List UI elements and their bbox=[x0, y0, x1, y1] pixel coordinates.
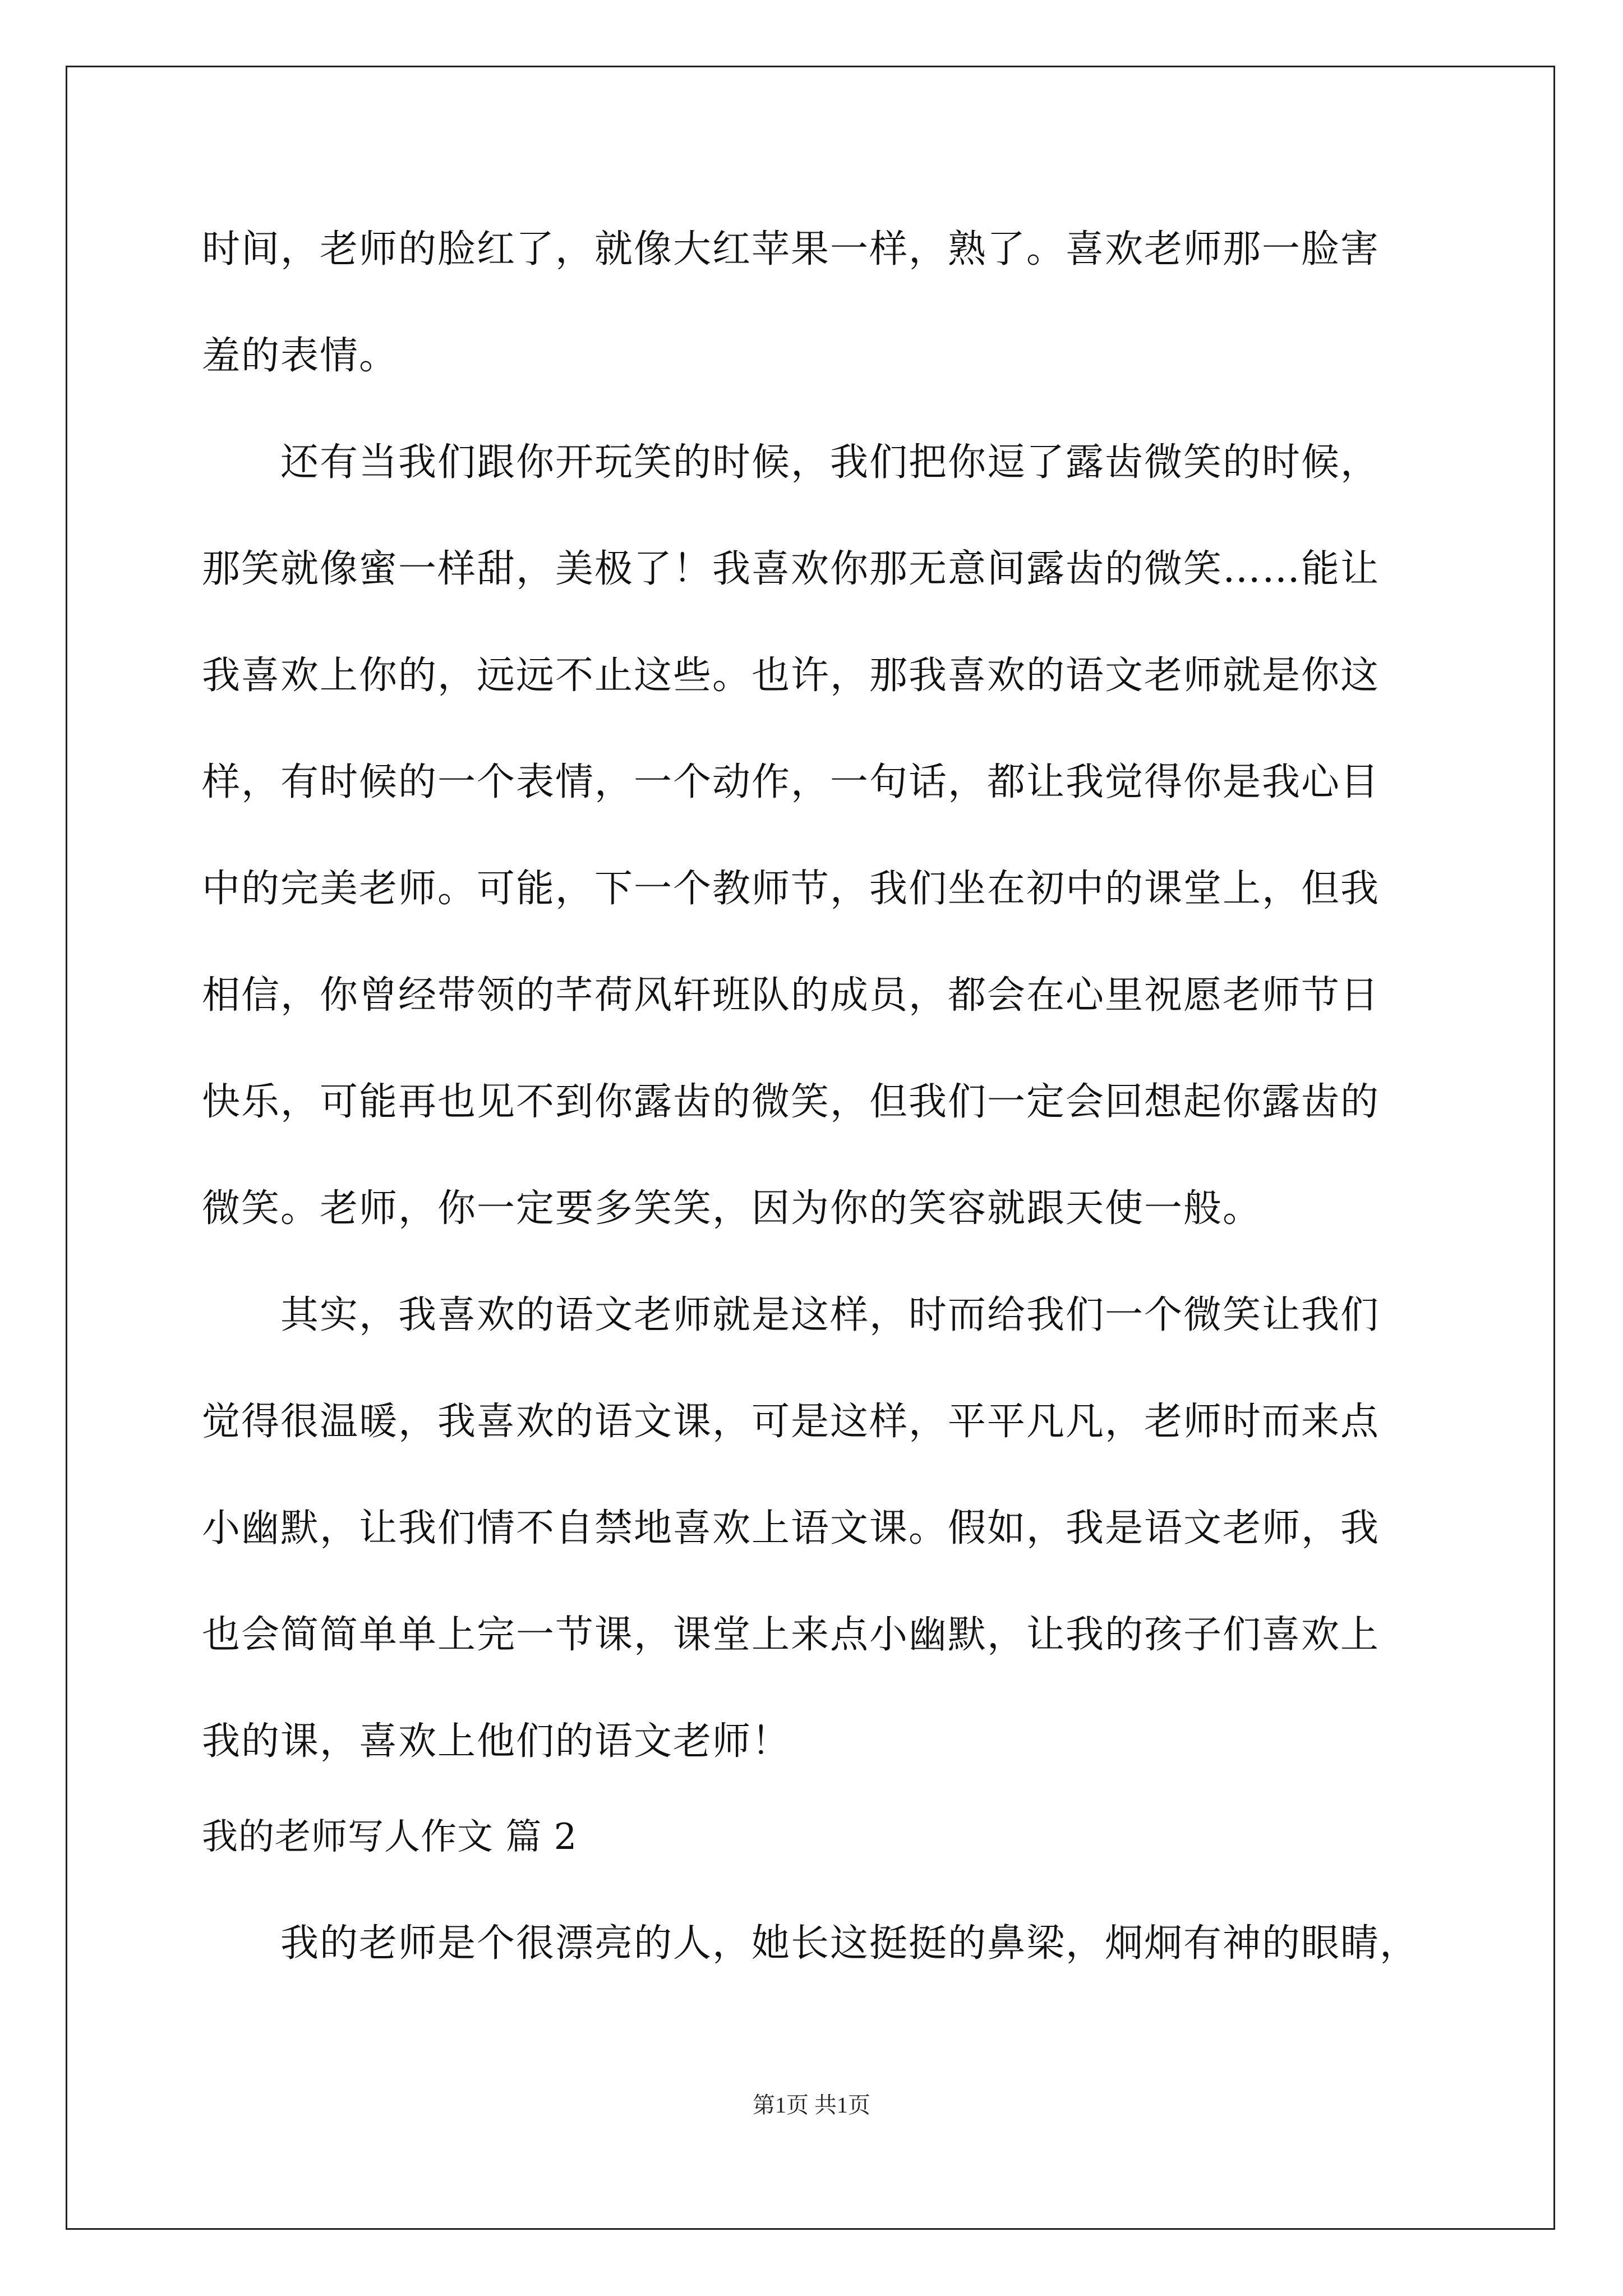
text-line: 快乐，可能再也见不到你露齿的微笑，但我们一定会回想起你露齿的 bbox=[202, 1080, 1380, 1124]
text-line: 那笑就像蜜一样甜，美极了！我喜欢你那无意间露齿的微笑……能让 bbox=[202, 547, 1380, 591]
text-line: 觉得很温暖，我喜欢的语文课，可是这样，平平凡凡，老师时而来点 bbox=[202, 1400, 1380, 1444]
paragraph-start: 其实，我喜欢的语文老师就是这样，时而给我们一个微笑让我们 bbox=[280, 1293, 1380, 1337]
section-heading: 我的老师写人作文 篇 2 bbox=[202, 1816, 578, 1858]
page-footer: 第1页 共1页 bbox=[753, 2092, 870, 2118]
text-line: 羞的表情。 bbox=[202, 334, 399, 378]
text-line: 我喜欢上你的，远远不止这些。也许，那我喜欢的语文老师就是你这 bbox=[202, 654, 1380, 698]
text-line: 小幽默，让我们情不自禁地喜欢上语文课。假如，我是语文老师，我 bbox=[202, 1506, 1380, 1550]
text-line: 相信，你曾经带领的芊荷风轩班队的成员，都会在心里祝愿老师节日 bbox=[202, 973, 1380, 1018]
text-line: 我的课，喜欢上他们的语文老师！ bbox=[202, 1719, 791, 1764]
paragraph-start: 我的老师是个很漂亮的人，她长这挺挺的鼻梁，炯炯有神的眼睛， bbox=[280, 1921, 1419, 1966]
text-line: 也会简简单单上完一节课，课堂上来点小幽默，让我的孩子们喜欢上 bbox=[202, 1613, 1380, 1657]
page-border bbox=[66, 66, 1555, 2230]
paragraph-start: 还有当我们跟你开玩笑的时候，我们把你逗了露齿微笑的时候， bbox=[280, 440, 1380, 485]
text-line: 中的完美老师。可能，下一个教师节，我们坐在初中的课堂上，但我 bbox=[202, 867, 1380, 911]
text-line: 时间，老师的脸红了，就像大红苹果一样，熟了。喜欢老师那一脸害 bbox=[202, 227, 1380, 272]
text-line: 样，有时候的一个表情，一个动作，一句话，都让我觉得你是我心目 bbox=[202, 760, 1380, 804]
text-line: 微笑。老师，你一定要多笑笑，因为你的笑容就跟天使一般。 bbox=[202, 1186, 1262, 1231]
